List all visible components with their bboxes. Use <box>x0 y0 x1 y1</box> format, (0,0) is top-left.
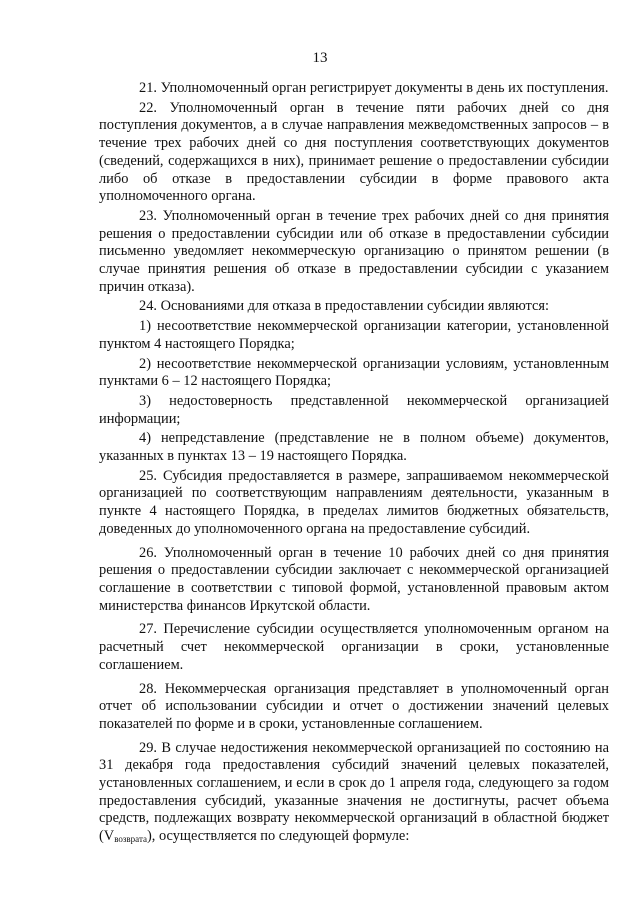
list-item-3: 3) недостоверность представленной некоммерческой организацией информации; <box>99 392 609 427</box>
paragraph-28: 28. Некоммерческая организация представляет в уполномоченный орган отчет об использовании субсидии и отчет о достижении значений целевых показателей по форме и в сроки, установленные соглашением. <box>99 680 609 732</box>
v-return-subscript: возврата <box>114 834 147 845</box>
paragraph-29-text: 29. В случае недостижения некоммерческой организацией по состоянию на 31 декабря года предоставления субсидий значений целевых показателей, установленных соглашением, и если в срок до 1 апреля года, следующего за годом предоставления субсидий, указанные значения не достигнуты, расчет объема средств, подлежащих возврату некоммерческой организаций в областной бюджет (V <box>99 739 609 845</box>
list-item-4: 4) непредставление (представление не в полном объеме) документов, указанных в пунктах 13 – 19 настоящего Порядка. <box>99 430 609 465</box>
paragraph-24: 24. Основаниями для отказа в предоставлении субсидии являются: <box>139 298 549 315</box>
paragraph-29-tail: ), осуществляется по следующей формуле: <box>146 828 410 845</box>
paragraph-25: 25. Субсидия предоставляется в размере, запрашиваемом некоммерческой организацией по соответствующим направлениям деятельности, указанным в пункте 4 настоящего Порядка, в пределах лимитов бюджетных обязательств, доведенных до уполномоченного органа на предоставление субсидий. <box>99 467 609 537</box>
paragraph-26: 26. Уполномоченный орган в течение 10 рабочих дней со дня принятия решения о предоставлении субсидии заключает с некоммерческой организацией соглашение в соответствии с типовой формой, установленной правовым актом министерства финансов Иркутской области. <box>99 544 609 614</box>
document-body <box>99 80 609 848</box>
paragraph-22: 22. Уполномоченный орган в течение пяти рабочих дней со дня поступления документов, а в случае направления межведомственных запросов – в течение трех рабочих дней со дня поступления соответствующих документов (сведений, содержащихся в них), принимает решение о предоставлении субсидии либо об отказе в предоставлении субсидии в форме правового акта уполномоченного органа. <box>99 99 609 205</box>
list-item-2: 2) несоответствие некоммерческой организации условиям, установленным пунктами 6 – 12 настоящего Порядка; <box>99 355 609 390</box>
paragraph-23: 23. Уполномоченный орган в течение трех рабочих дней со дня принятия решения о предоставлении субсидии или об отказе в предоставлении субсидии письменно уведомляет некоммерческую организацию о принятом решении (в случае принятия решения об отказе в предоставлении субсидии с указанием причин отказа). <box>99 207 609 295</box>
list-item-1: 1) несоответствие некоммерческой организации категории, установленной пунктом 4 настоящего Порядка; <box>99 318 609 352</box>
paragraph-21: 21. Уполномоченный орган регистрирует документы в день их поступления. <box>139 80 609 96</box>
paragraph-27: 27. Перечисление субсидии осуществляется уполномоченным органом на расчетный счет некоммерческой организации в сроки, установленные соглашением. <box>99 621 609 673</box>
paragraph-29 <box>99 740 609 846</box>
page-number: 13 <box>312 50 328 66</box>
